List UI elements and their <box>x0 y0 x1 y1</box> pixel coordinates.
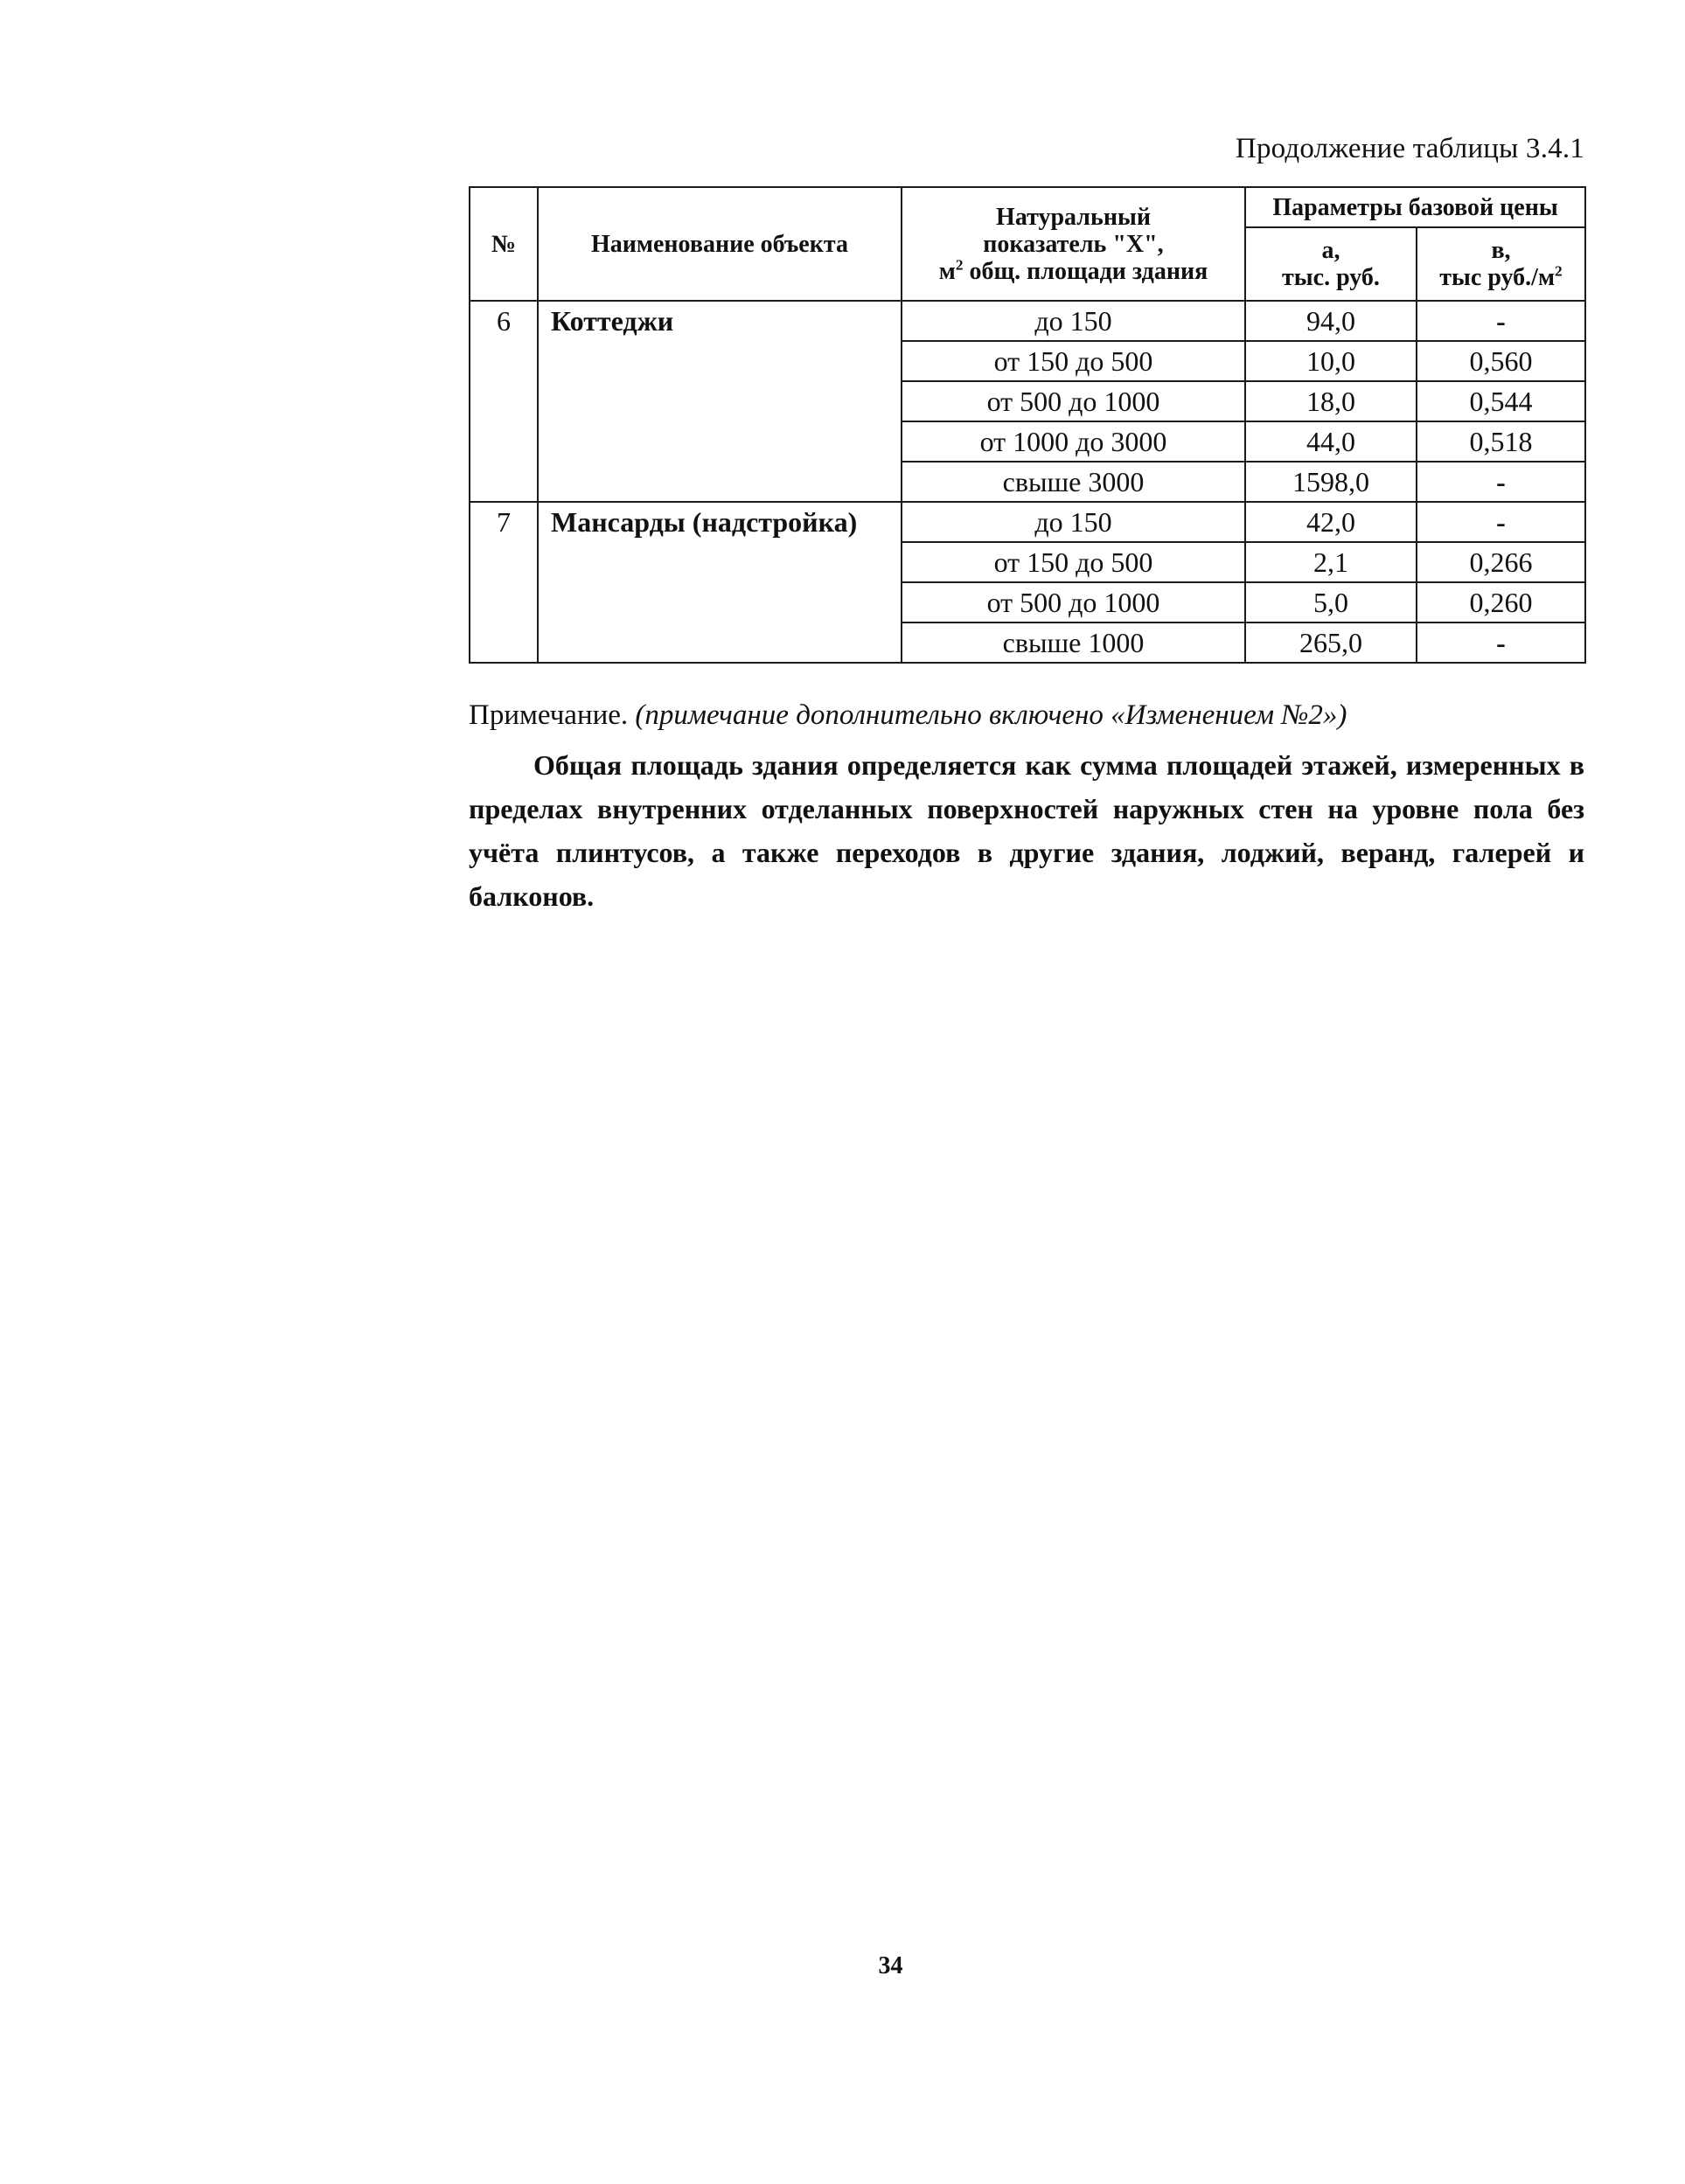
param-a-cell: 18,0 <box>1245 381 1417 421</box>
param-b-cell: - <box>1417 301 1585 341</box>
page-number: 34 <box>878 1952 903 1979</box>
object-name-cell: Мансарды (надстройка) <box>538 502 902 663</box>
header-b-line2-pre: тыс руб./м <box>1439 264 1556 291</box>
header-num: № <box>470 187 538 301</box>
param-a-cell: 10,0 <box>1245 341 1417 381</box>
header-indicator-line2: показатель "X", <box>983 230 1164 258</box>
row-number-cell: 7 <box>470 502 538 663</box>
header-indicator-line1: Натуральный <box>996 203 1151 231</box>
header-indicator-line3-pre: м <box>938 257 956 285</box>
header-object-name: Наименование объекта <box>538 187 902 301</box>
param-a-cell: 5,0 <box>1245 582 1417 623</box>
note-text: Общая площадь здания определяется как сумма площадей этажей, измеренных в пределах внутренних отделанных поверхностей наружных стен на уровне пола без учёта плинтусов, а также переходов в другие здания, лоджий, веранд, галерей и балконов. <box>469 749 1584 912</box>
param-b-cell: 0,560 <box>1417 341 1585 381</box>
header-b-sup: 2 <box>1555 262 1563 280</box>
param-a-cell: 2,1 <box>1245 542 1417 582</box>
header-base-price-params: Параметры базовой цены <box>1245 187 1585 227</box>
param-a-cell: 94,0 <box>1245 301 1417 341</box>
header-a-line2: тыс. руб. <box>1282 264 1380 291</box>
range-cell: свыше 3000 <box>902 462 1245 502</box>
header-a-line1: а, <box>1321 237 1340 264</box>
param-b-cell: 0,266 <box>1417 542 1585 582</box>
range-cell: от 500 до 1000 <box>902 582 1245 623</box>
param-a-cell: 265,0 <box>1245 623 1417 663</box>
range-cell: до 150 <box>902 301 1245 341</box>
range-cell: от 1000 до 3000 <box>902 421 1245 462</box>
param-b-cell: - <box>1417 462 1585 502</box>
table-row <box>470 301 1585 341</box>
param-b-cell: - <box>1417 502 1585 542</box>
base-price-table <box>469 186 1586 664</box>
param-b-cell: 0,518 <box>1417 421 1585 462</box>
param-a-cell: 44,0 <box>1245 421 1417 462</box>
range-cell: от 150 до 500 <box>902 341 1245 381</box>
param-a-cell: 1598,0 <box>1245 462 1417 502</box>
param-a-cell: 42,0 <box>1245 502 1417 542</box>
table-row <box>470 502 1585 542</box>
range-cell: от 500 до 1000 <box>902 381 1245 421</box>
object-name-cell: Коттеджи <box>538 301 902 502</box>
header-indicator-sup: 2 <box>955 256 964 274</box>
header-param-b <box>1417 227 1585 301</box>
table-continuation-caption: Продолжение таблицы 3.4.1 <box>1235 133 1584 164</box>
param-b-cell: 0,544 <box>1417 381 1585 421</box>
note-label: Примечание. <box>469 699 629 731</box>
range-cell: до 150 <box>902 502 1245 542</box>
header-param-a <box>1245 227 1417 301</box>
range-cell: от 150 до 500 <box>902 542 1245 582</box>
param-b-cell: - <box>1417 623 1585 663</box>
note-remark: (примечание дополнительно включено «Изменением №2») <box>635 699 1347 731</box>
table-body <box>470 301 1585 663</box>
header-natural-indicator <box>902 187 1245 301</box>
range-cell: свыше 1000 <box>902 623 1245 663</box>
header-indicator-line3-post: общ. площади здания <box>963 257 1208 285</box>
header-b-line1: в, <box>1491 237 1511 264</box>
param-b-cell: 0,260 <box>1417 582 1585 623</box>
note-heading <box>469 699 1347 732</box>
row-number-cell: 6 <box>470 301 538 502</box>
